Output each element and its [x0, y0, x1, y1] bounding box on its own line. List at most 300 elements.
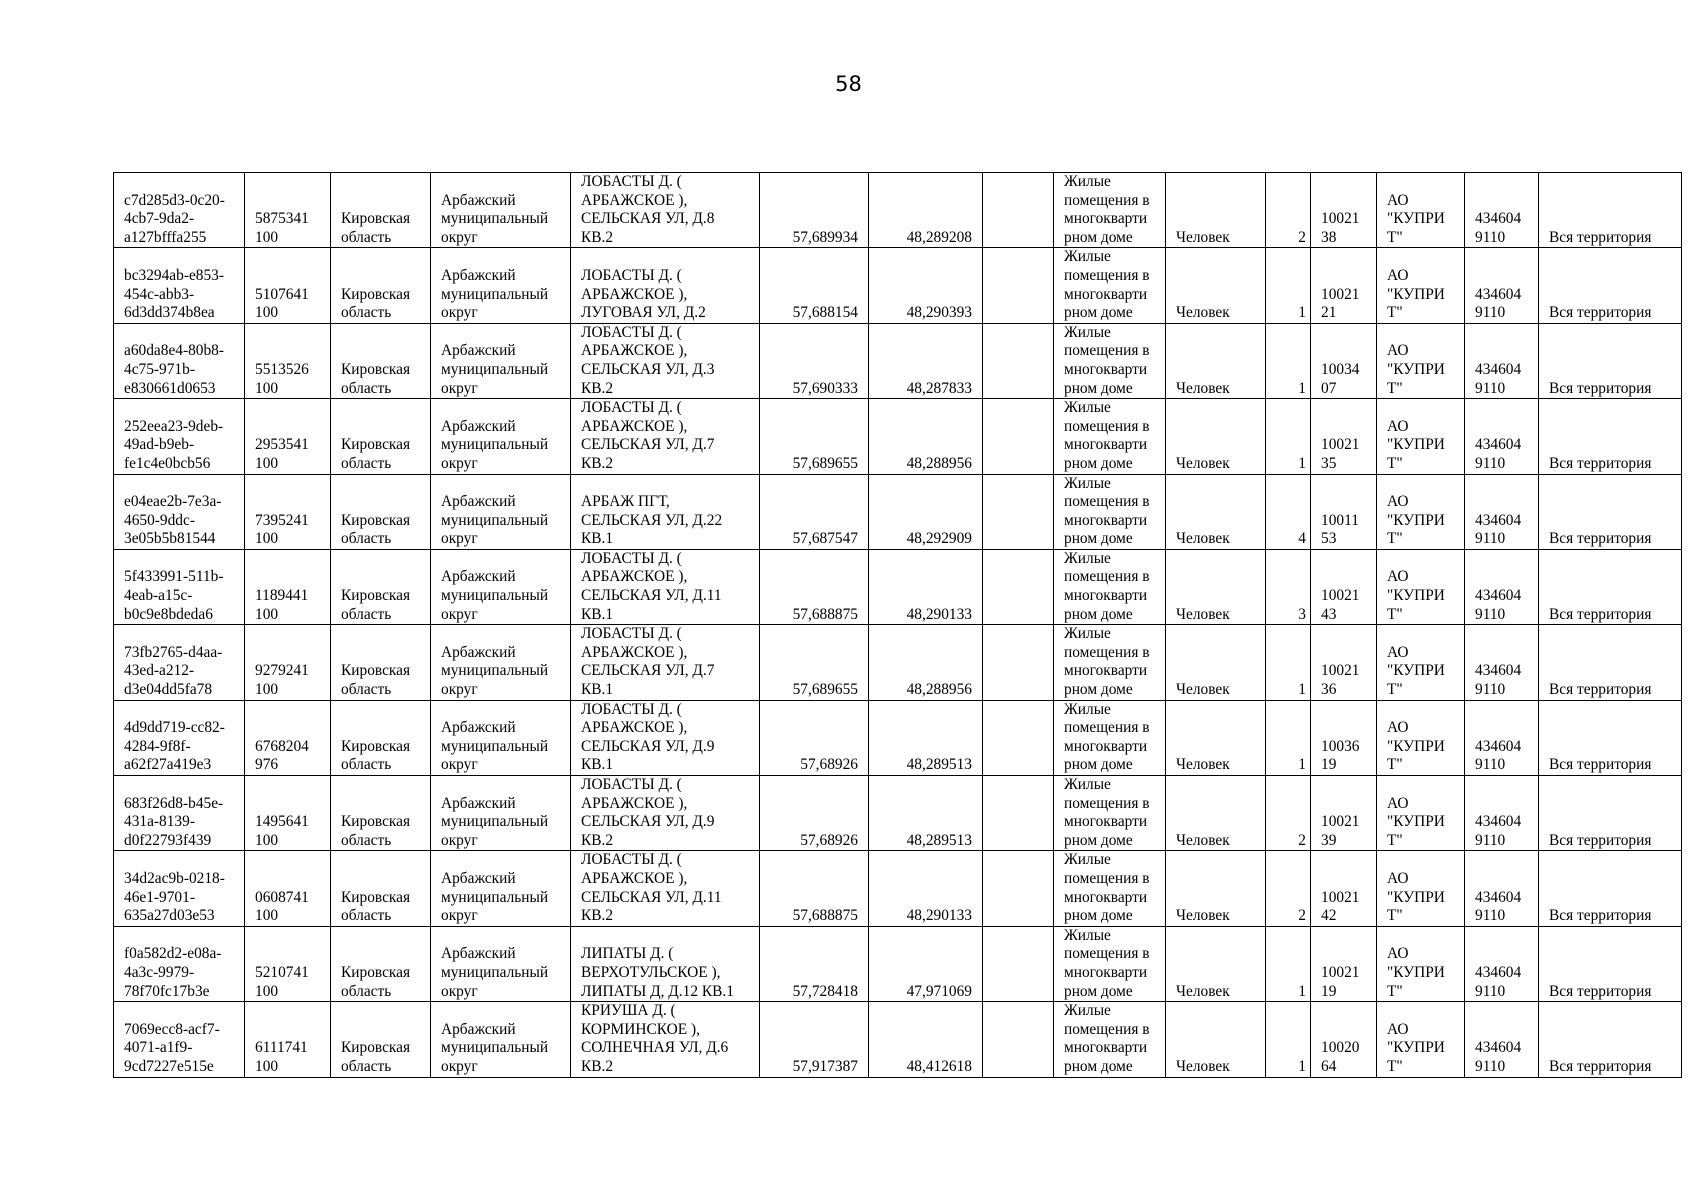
cell-account-line: 64 — [1321, 1057, 1337, 1075]
cell-address — [571, 323, 760, 398]
cell-district-line: муниципальный — [441, 285, 549, 303]
table-row — [114, 776, 1682, 851]
cell-object-type-line: многокварти — [1064, 511, 1148, 529]
cell-organization-line: Т" — [1387, 982, 1403, 1000]
cell-object-id-line: fe1c4e0bcb56 — [124, 454, 211, 472]
cell-count: 1 — [1266, 625, 1311, 700]
cell-object-type-line: помещения в — [1064, 869, 1150, 887]
cell-latitude: 57,688875 — [760, 549, 869, 624]
cell-object-type-line: Жилые — [1064, 173, 1111, 190]
cell-object-type-line: Жилые — [1064, 323, 1111, 341]
cell-organization-line: Т" — [1387, 605, 1403, 623]
cell-inn-line: 434604 — [1475, 737, 1522, 755]
cell-object-id-line: 252eea23-9deb- — [124, 417, 224, 435]
cell-unit: Человек — [1166, 851, 1266, 926]
cell-organization-line: Т" — [1387, 907, 1403, 925]
cell-address-line: КВ.1 — [581, 681, 614, 699]
cell-district-line: муниципальный — [441, 813, 549, 831]
cell-address — [571, 700, 760, 775]
cell-district-line: округ — [441, 907, 478, 925]
cell-object-id-line: 43ed-a212- — [124, 662, 195, 680]
cell-object-type-line: помещения в — [1064, 342, 1150, 360]
cell-address — [571, 173, 760, 248]
cell-inn — [1465, 248, 1539, 323]
cell-account-line: 10011 — [1321, 511, 1359, 529]
cell-account-line: 10021 — [1321, 662, 1360, 680]
cell-unit: Человек — [1166, 399, 1266, 474]
cell-count: 1 — [1266, 1002, 1311, 1077]
cell-count: 1 — [1266, 700, 1311, 775]
cell-address — [571, 926, 760, 1001]
cell-inn — [1465, 851, 1539, 926]
cell-object-type-line: Жилые — [1064, 776, 1111, 793]
cell-district — [431, 323, 571, 398]
cell-organization — [1377, 474, 1465, 549]
cell-object-code-line: 976 — [255, 756, 279, 774]
cell-region-line: Кировская — [341, 285, 411, 303]
cell-territory: Вся территория — [1539, 851, 1682, 926]
cell-object-code-line: 100 — [255, 379, 279, 397]
cell-object-type-line: Жилые — [1064, 549, 1111, 567]
cell-inn-line: 434604 — [1475, 1039, 1522, 1057]
cell-district-line: Арбажский — [441, 869, 516, 887]
cell-object-id-line: 49ad-b9eb- — [124, 436, 195, 454]
cell-organization-line: АО — [1387, 342, 1409, 360]
cell-organization-line: Т" — [1387, 831, 1403, 849]
cell-empty — [983, 248, 1054, 323]
cell-region-line: область — [341, 982, 392, 1000]
cell-district — [431, 474, 571, 549]
cell-organization-line: Т" — [1387, 454, 1403, 472]
cell-territory: Вся территория — [1539, 926, 1682, 1001]
cell-organization-line: АО — [1387, 417, 1409, 435]
cell-object-id-line: e04eae2b-7e3a- — [124, 493, 222, 511]
cell-object-type-line: многокварти — [1064, 285, 1148, 303]
cell-object-code-line: 5875341 — [255, 210, 309, 228]
cell-account — [1311, 851, 1377, 926]
page-number: 58 — [835, 72, 862, 96]
cell-object-type-line: помещения в — [1064, 417, 1150, 435]
cell-object-id — [114, 173, 245, 248]
table-row — [114, 173, 1682, 248]
cell-organization-line: Т" — [1387, 530, 1403, 548]
cell-object-code-line: 1189441 — [255, 587, 309, 605]
cell-object-id-line: d3e04dd5fa78 — [124, 681, 213, 699]
cell-object-type-line: Жилые — [1064, 851, 1111, 869]
cell-object-code-line: 100 — [255, 454, 279, 472]
cell-account — [1311, 323, 1377, 398]
cell-address-line: ЛОБАСТЫ Д. ( — [581, 549, 682, 567]
cell-object-type-line: многокварти — [1064, 1039, 1148, 1057]
cell-latitude: 57,688875 — [760, 851, 869, 926]
cell-organization-line: АО — [1387, 869, 1409, 887]
cell-district-line: округ — [441, 304, 478, 322]
cell-address-line: СЕЛЬСКАЯ УЛ, Д.8 — [581, 210, 715, 228]
cell-object-type-line: многокварти — [1064, 963, 1148, 981]
cell-object-id — [114, 700, 245, 775]
cell-object-type-line: Жилые — [1064, 625, 1111, 643]
cell-unit: Человек — [1166, 926, 1266, 1001]
cell-object-code — [245, 700, 331, 775]
cell-district-line: округ — [441, 756, 478, 774]
cell-account-line: 10034 — [1321, 360, 1360, 378]
cell-object-code — [245, 1002, 331, 1077]
cell-inn-line: 9110 — [1475, 982, 1506, 1000]
cell-organization-line: "КУПРИ — [1387, 662, 1445, 680]
cell-inn-line: 9110 — [1475, 228, 1506, 246]
cell-latitude: 57,689934 — [760, 173, 869, 248]
cell-district-line: округ — [441, 1057, 478, 1075]
table-row — [114, 851, 1682, 926]
cell-district — [431, 549, 571, 624]
cell-region-line: область — [341, 530, 392, 548]
cell-organization — [1377, 323, 1465, 398]
cell-region-line: Кировская — [341, 511, 411, 529]
cell-address — [571, 474, 760, 549]
cell-account — [1311, 625, 1377, 700]
cell-address-line: СЕЛЬСКАЯ УЛ, Д.9 — [581, 737, 715, 755]
cell-object-type-line: многокварти — [1064, 813, 1148, 831]
cell-district-line: округ — [441, 605, 478, 623]
cell-district-line: Арбажский — [441, 643, 516, 661]
cell-district-line: округ — [441, 982, 478, 1000]
cell-object-id-line: 6d3dd374b8ea — [124, 304, 215, 322]
cell-region-line: область — [341, 228, 392, 246]
cell-inn-line: 9110 — [1475, 379, 1506, 397]
cell-account-line: 19 — [1321, 982, 1337, 1000]
cell-object-type — [1054, 625, 1166, 700]
cell-empty — [983, 625, 1054, 700]
cell-address-line: ЛОБАСТЫ Д. ( — [581, 851, 682, 869]
cell-object-code-line: 100 — [255, 907, 279, 925]
cell-address-line: КВ.2 — [581, 228, 614, 246]
cell-organization-line: "КУПРИ — [1387, 210, 1445, 228]
cell-territory: Вся территория — [1539, 1002, 1682, 1077]
cell-object-id-line: 3e05b5b81544 — [124, 530, 216, 548]
cell-account — [1311, 700, 1377, 775]
cell-inn — [1465, 474, 1539, 549]
cell-object-id — [114, 474, 245, 549]
cell-region-line: область — [341, 681, 392, 699]
cell-object-code — [245, 549, 331, 624]
cell-longitude: 48,289208 — [869, 173, 983, 248]
table-row — [114, 1002, 1682, 1077]
cell-count: 3 — [1266, 549, 1311, 624]
cell-object-type — [1054, 926, 1166, 1001]
cell-organization-line: "КУПРИ — [1387, 436, 1445, 454]
cell-address-line: КВ.2 — [581, 907, 614, 925]
cell-district-line: муниципальный — [441, 1039, 549, 1057]
cell-organization — [1377, 926, 1465, 1001]
cell-latitude: 57,687547 — [760, 474, 869, 549]
cell-object-id — [114, 1002, 245, 1077]
cell-address-line: СЕЛЬСКАЯ УЛ, Д.7 — [581, 662, 715, 680]
cell-object-type-line: рном доме — [1064, 756, 1133, 774]
cell-object-id-line: 4eab-a15c- — [124, 587, 193, 605]
cell-region-line: область — [341, 379, 392, 397]
cell-district-line: округ — [441, 454, 478, 472]
cell-object-id — [114, 851, 245, 926]
cell-address-line: ЛОБАСТЫ Д. ( — [581, 700, 682, 718]
cell-object-type-line: Жилые — [1064, 474, 1111, 492]
cell-account-line: 42 — [1321, 907, 1337, 925]
cell-count: 2 — [1266, 173, 1311, 248]
cell-organization — [1377, 248, 1465, 323]
cell-region-line: Кировская — [341, 888, 411, 906]
cell-organization-line: Т" — [1387, 756, 1403, 774]
cell-inn-line: 9110 — [1475, 681, 1506, 699]
cell-district — [431, 625, 571, 700]
cell-account — [1311, 248, 1377, 323]
cell-object-type — [1054, 700, 1166, 775]
cell-account-line: 10021 — [1321, 888, 1360, 906]
cell-organization-line: "КУПРИ — [1387, 963, 1445, 981]
cell-object-type-line: помещения в — [1064, 191, 1150, 209]
cell-object-type-line: помещения в — [1064, 493, 1150, 511]
cell-region-line: Кировская — [341, 210, 411, 228]
cell-account-line: 35 — [1321, 454, 1337, 472]
cell-inn-line: 9110 — [1475, 605, 1506, 623]
table-row — [114, 926, 1682, 1001]
cell-object-id — [114, 926, 245, 1001]
cell-object-type-line: помещения в — [1064, 266, 1150, 284]
cell-address-line: КВ.1 — [581, 530, 614, 548]
cell-object-id-line: 78f70fc17b3e — [124, 982, 210, 1000]
cell-account — [1311, 1002, 1377, 1077]
cell-object-type — [1054, 323, 1166, 398]
cell-object-type-line: помещения в — [1064, 643, 1150, 661]
cell-object-type-line: многокварти — [1064, 662, 1148, 680]
cell-address-line: СЕЛЬСКАЯ УЛ, Д.9 — [581, 813, 715, 831]
cell-inn-line: 434604 — [1475, 436, 1522, 454]
cell-district — [431, 926, 571, 1001]
cell-district-line: Арбажский — [441, 1020, 516, 1038]
cell-account-line: 10020 — [1321, 1039, 1360, 1057]
cell-organization-line: АО — [1387, 794, 1409, 812]
cell-object-type-line: рном доме — [1064, 530, 1133, 548]
cell-inn — [1465, 399, 1539, 474]
cell-count: 1 — [1266, 926, 1311, 1001]
cell-region — [331, 474, 431, 549]
cell-latitude: 57,688154 — [760, 248, 869, 323]
cell-address-line: КВ.2 — [581, 1057, 614, 1075]
cell-inn-line: 434604 — [1475, 813, 1522, 831]
cell-region-line: область — [341, 454, 392, 472]
cell-address-line: АРБАЖСКОЕ ), — [581, 285, 688, 303]
cell-count: 1 — [1266, 399, 1311, 474]
cell-district-line: округ — [441, 228, 478, 246]
cell-object-type-line: рном доме — [1064, 681, 1133, 699]
cell-account — [1311, 173, 1377, 248]
cell-object-code-line: 100 — [255, 530, 279, 548]
cell-region-line: область — [341, 907, 392, 925]
cell-object-code-line: 6768204 — [255, 737, 309, 755]
cell-district-line: муниципальный — [441, 436, 549, 454]
cell-account-line: 07 — [1321, 379, 1337, 397]
cell-organization-line: АО — [1387, 191, 1409, 209]
cell-object-type-line: многокварти — [1064, 888, 1148, 906]
cell-district-line: муниципальный — [441, 737, 549, 755]
table-row — [114, 700, 1682, 775]
cell-unit: Человек — [1166, 173, 1266, 248]
cell-account-line: 10021 — [1321, 587, 1360, 605]
cell-empty — [983, 323, 1054, 398]
cell-object-id-line: 73fb2765-d4aa- — [124, 643, 223, 661]
cell-address-line: СОЛНЕЧНАЯ УЛ, Д.6 — [581, 1039, 729, 1057]
cell-inn-line: 9110 — [1475, 907, 1506, 925]
cell-object-type-line: рном доме — [1064, 831, 1133, 849]
cell-empty — [983, 926, 1054, 1001]
cell-object-id — [114, 776, 245, 851]
cell-object-id-line: 4071-a1f9- — [124, 1039, 193, 1057]
cell-district-line: Арбажский — [441, 794, 516, 812]
cell-address-line: АРБАЖСКОЕ ), — [581, 191, 688, 209]
cell-inn-line: 434604 — [1475, 511, 1522, 529]
cell-object-code-line: 5107641 — [255, 285, 309, 303]
cell-region-line: Кировская — [341, 813, 411, 831]
cell-unit: Человек — [1166, 248, 1266, 323]
cell-unit: Человек — [1166, 776, 1266, 851]
table-row — [114, 399, 1682, 474]
registry-body — [114, 173, 1682, 1078]
cell-object-id-line: 4650-9ddc- — [124, 511, 195, 529]
cell-longitude: 48,288956 — [869, 625, 983, 700]
cell-district — [431, 776, 571, 851]
cell-territory: Вся территория — [1539, 700, 1682, 775]
cell-organization-line: "КУПРИ — [1387, 813, 1445, 831]
cell-object-code-line: 1495641 — [255, 813, 309, 831]
cell-territory: Вся территория — [1539, 323, 1682, 398]
cell-territory: Вся территория — [1539, 625, 1682, 700]
cell-organization — [1377, 851, 1465, 926]
cell-address — [571, 625, 760, 700]
cell-address-line: АРБАЖСКОЕ ), — [581, 417, 688, 435]
cell-organization-line: Т" — [1387, 681, 1403, 699]
cell-inn-line: 434604 — [1475, 587, 1522, 605]
cell-object-code-line: 100 — [255, 681, 279, 699]
cell-district — [431, 1002, 571, 1077]
cell-address-line: СЕЛЬСКАЯ УЛ, Д.11 — [581, 587, 722, 605]
cell-region — [331, 399, 431, 474]
cell-object-id — [114, 323, 245, 398]
cell-organization-line: Т" — [1387, 304, 1403, 322]
cell-latitude: 57,690333 — [760, 323, 869, 398]
cell-object-type — [1054, 549, 1166, 624]
cell-unit: Человек — [1166, 549, 1266, 624]
table-row — [114, 323, 1682, 398]
cell-district — [431, 248, 571, 323]
cell-object-id-line: c7d285d3-0c20- — [124, 191, 225, 209]
cell-object-code-line: 5210741 — [255, 963, 309, 981]
cell-account — [1311, 399, 1377, 474]
cell-inn — [1465, 323, 1539, 398]
cell-region-line: Кировская — [341, 662, 411, 680]
cell-address-line: КВ.1 — [581, 605, 614, 623]
cell-district-line: Арбажский — [441, 191, 516, 209]
cell-address-line: ЛОБАСТЫ Д. ( — [581, 776, 682, 793]
cell-count: 1 — [1266, 248, 1311, 323]
cell-object-id-line: 5f433991-511b- — [124, 568, 224, 586]
cell-object-id-line: 46e1-9701- — [124, 888, 195, 906]
cell-empty — [983, 1002, 1054, 1077]
cell-territory: Вся территория — [1539, 248, 1682, 323]
cell-object-code — [245, 248, 331, 323]
cell-address — [571, 1002, 760, 1077]
cell-organization — [1377, 399, 1465, 474]
cell-empty — [983, 173, 1054, 248]
cell-address — [571, 776, 760, 851]
cell-longitude: 48,289513 — [869, 776, 983, 851]
cell-territory: Вся территория — [1539, 474, 1682, 549]
cell-object-id-line: 4c75-971b- — [124, 360, 195, 378]
cell-object-code-line: 100 — [255, 982, 279, 1000]
cell-inn — [1465, 776, 1539, 851]
cell-organization-line: "КУПРИ — [1387, 360, 1445, 378]
cell-object-type-line: многокварти — [1064, 360, 1148, 378]
cell-object-id-line: 683f26d8-b45e- — [124, 794, 224, 812]
cell-object-id-line: 635a27d03e53 — [124, 907, 215, 925]
cell-object-id-line: 34d2ac9b-0218- — [124, 869, 225, 887]
cell-organization — [1377, 776, 1465, 851]
cell-address-line: ЛОБАСТЫ Д. ( — [581, 266, 682, 284]
cell-address-line: КОРМИНСКОЕ ), — [581, 1020, 700, 1038]
cell-account-line: 10021 — [1321, 813, 1360, 831]
cell-object-type — [1054, 474, 1166, 549]
cell-organization — [1377, 1002, 1465, 1077]
cell-district-line: округ — [441, 379, 478, 397]
cell-account — [1311, 776, 1377, 851]
cell-region — [331, 248, 431, 323]
cell-address-line: ЛОБАСТЫ Д. ( — [581, 323, 682, 341]
cell-region-line: область — [341, 1057, 392, 1075]
cell-object-id-line: 7069ecc8-acf7- — [124, 1020, 220, 1038]
cell-object-code — [245, 776, 331, 851]
cell-address-line: КВ.2 — [581, 379, 614, 397]
cell-territory: Вся территория — [1539, 173, 1682, 248]
cell-address-line: КРИУША Д. ( — [581, 1002, 676, 1020]
cell-account — [1311, 549, 1377, 624]
cell-address — [571, 851, 760, 926]
cell-longitude: 48,290133 — [869, 549, 983, 624]
cell-district-line: Арбажский — [441, 945, 516, 963]
cell-region-line: область — [341, 831, 392, 849]
cell-inn-line: 434604 — [1475, 360, 1522, 378]
cell-object-id — [114, 549, 245, 624]
cell-latitude: 57,728418 — [760, 926, 869, 1001]
cell-address-line: АРБАЖСКОЕ ), — [581, 342, 688, 360]
cell-empty — [983, 399, 1054, 474]
cell-longitude: 48,290393 — [869, 248, 983, 323]
cell-district-line: муниципальный — [441, 587, 549, 605]
cell-account-line: 38 — [1321, 228, 1337, 246]
cell-object-type-line: рном доме — [1064, 228, 1133, 246]
cell-object-type-line: помещения в — [1064, 945, 1150, 963]
cell-object-type — [1054, 173, 1166, 248]
cell-count: 1 — [1266, 323, 1311, 398]
cell-inn-line: 9110 — [1475, 756, 1506, 774]
cell-address-line: ЛИПАТЫ Д. ( — [581, 945, 674, 963]
cell-address-line: АРБАЖСКОЕ ), — [581, 794, 688, 812]
cell-object-id-line: b0c9e8bdeda6 — [124, 605, 213, 623]
cell-object-type-line: рном доме — [1064, 605, 1133, 623]
cell-object-type-line: Жилые — [1064, 700, 1111, 718]
cell-inn-line: 434604 — [1475, 888, 1522, 906]
cell-longitude: 48,292909 — [869, 474, 983, 549]
cell-account-line: 19 — [1321, 756, 1337, 774]
cell-district-line: Арбажский — [441, 342, 516, 360]
cell-address-line: ВЕРХОТУЛЬСКОЕ ), — [581, 963, 721, 981]
cell-object-id-line: f0a582d2-e08a- — [124, 945, 222, 963]
